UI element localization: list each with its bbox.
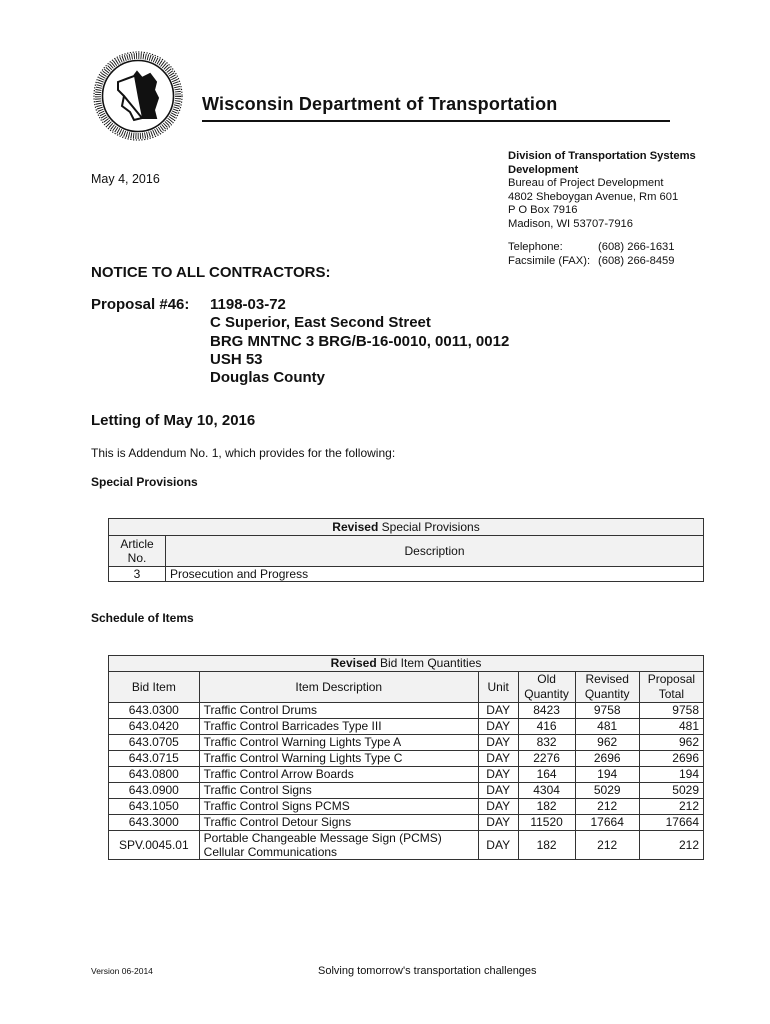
table-row xyxy=(109,735,704,751)
bid-item-cell: 643.0420 xyxy=(109,719,200,735)
wisdot-logo xyxy=(90,48,186,144)
item-description-cell: Portable Changeable Message Sign (PCMS) Cellular Communications xyxy=(199,831,478,860)
old-quantity-cell: 4304 xyxy=(518,783,575,799)
city-state-zip: Madison, WI 53707-7916 xyxy=(508,217,634,230)
revised-quantity-cell: 194 xyxy=(575,767,639,783)
item-description-cell: Traffic Control Signs PCMS xyxy=(199,799,478,815)
bid-item-cell: SPV.0045.01 xyxy=(109,831,200,860)
special-provisions-heading: Special Provisions xyxy=(91,475,198,489)
notice-heading: NOTICE TO ALL CONTRACTORS: xyxy=(91,264,331,281)
proposal-total-cell: 962 xyxy=(639,735,703,751)
sp-description-cell: Prosecution and Progress xyxy=(166,567,704,582)
agency-title: Wisconsin Department of Transportation xyxy=(202,94,558,114)
schedule-heading: Schedule of Items xyxy=(91,611,194,625)
item-description-cell: Traffic Control Warning Lights Type C xyxy=(199,751,478,767)
unit-cell: DAY xyxy=(478,751,518,767)
addendum-text: This is Addendum No. 1, which provides for the following: xyxy=(91,446,396,460)
proposal-county: Douglas County xyxy=(210,369,325,387)
proposal-project-id: 1198-03-72 xyxy=(210,296,286,313)
proposal-label: Proposal #46: xyxy=(91,296,190,313)
old-quantity-cell: 416 xyxy=(518,719,575,735)
proposal-location: C Superior, East Second Street xyxy=(210,314,431,332)
fax-label: Facsimile (FAX): xyxy=(508,254,591,267)
fax-row xyxy=(508,255,738,269)
proposal-total-cell: 2696 xyxy=(639,751,703,767)
special-provisions-table xyxy=(108,518,704,582)
unit-cell: DAY xyxy=(478,799,518,815)
unit-cell: DAY xyxy=(478,815,518,831)
col-item-description: Item Description xyxy=(199,672,478,703)
old-quantity-cell: 182 xyxy=(518,799,575,815)
old-quantity-cell: 164 xyxy=(518,767,575,783)
bid-item-cell: 643.0300 xyxy=(109,703,200,719)
old-quantity-cell: 8423 xyxy=(518,703,575,719)
item-description-cell: Traffic Control Barricades Type III xyxy=(199,719,478,735)
unit-cell: DAY xyxy=(478,735,518,751)
proposal-total-cell: 212 xyxy=(639,799,703,815)
table-row xyxy=(109,799,704,815)
footer-slogan: Solving tomorrow's transportation challenges xyxy=(318,965,537,977)
sp-table-title xyxy=(109,519,704,536)
notice-date: May 4, 2016 xyxy=(91,172,160,186)
item-description-cell: Traffic Control Detour Signs xyxy=(199,815,478,831)
item-description-cell: Traffic Control Warning Lights Type A xyxy=(199,735,478,751)
revised-quantity-cell: 9758 xyxy=(575,703,639,719)
telephone-row xyxy=(508,241,738,255)
division-name-line2: Development xyxy=(508,163,579,176)
revised-quantity-cell: 2696 xyxy=(575,751,639,767)
col-old-quantity: Old Quantity xyxy=(518,672,575,703)
bid-item-cell: 643.3000 xyxy=(109,815,200,831)
revised-quantity-cell: 962 xyxy=(575,735,639,751)
table-row xyxy=(109,719,704,735)
title-rule xyxy=(202,120,670,122)
bid-item-cell: 643.0900 xyxy=(109,783,200,799)
unit-cell: DAY xyxy=(478,719,518,735)
proposal-total-cell: 481 xyxy=(639,719,703,735)
old-quantity-cell: 11520 xyxy=(518,815,575,831)
bid-item-cell: 643.1050 xyxy=(109,799,200,815)
street-address: 4802 Sheboygan Avenue, Rm 601 xyxy=(508,190,679,203)
bureau-name: Bureau of Project Development xyxy=(508,177,664,189)
item-description-cell: Traffic Control Drums xyxy=(199,703,478,719)
items-table-title-revised: Revised xyxy=(330,656,377,670)
proposal-total-cell: 9758 xyxy=(639,703,703,719)
revised-quantity-cell: 212 xyxy=(575,831,639,860)
po-box: P O Box 7916 xyxy=(508,204,578,216)
table-row xyxy=(109,767,704,783)
revised-quantity-cell: 481 xyxy=(575,719,639,735)
old-quantity-cell: 832 xyxy=(518,735,575,751)
old-quantity-cell: 182 xyxy=(518,831,575,860)
items-table-title-rest: Bid Item Quantities xyxy=(376,656,482,670)
division-address-block xyxy=(508,150,738,268)
item-description-cell: Traffic Control Signs xyxy=(199,783,478,799)
proposal-total-cell: 212 xyxy=(639,831,703,860)
revised-quantity-cell: 5029 xyxy=(575,783,639,799)
unit-cell: DAY xyxy=(478,767,518,783)
table-row xyxy=(109,831,704,860)
telephone-number: (608) 266-1631 xyxy=(598,241,675,253)
table-row xyxy=(109,751,704,767)
col-bid-item: Bid Item xyxy=(109,672,200,703)
col-unit: Unit xyxy=(478,672,518,703)
unit-cell: DAY xyxy=(478,783,518,799)
old-quantity-cell: 2276 xyxy=(518,751,575,767)
proposal-total-cell: 194 xyxy=(639,767,703,783)
bid-item-cell: 643.0715 xyxy=(109,751,200,767)
sp-table-title-rest: Special Provisions xyxy=(378,520,480,534)
bid-items-body xyxy=(109,703,704,860)
sp-table-title-revised: Revised xyxy=(332,520,379,534)
bid-item-cell: 643.0800 xyxy=(109,767,200,783)
item-description-cell: Traffic Control Arrow Boards xyxy=(199,767,478,783)
proposal-total-cell: 17664 xyxy=(639,815,703,831)
revised-quantity-cell: 212 xyxy=(575,799,639,815)
col-proposal-total: Proposal Total xyxy=(639,672,703,703)
table-row xyxy=(109,567,704,582)
division-name-line1: Division of Transportation Systems xyxy=(508,150,696,162)
sp-article-cell: 3 xyxy=(109,567,166,582)
proposal-highway: USH 53 xyxy=(210,350,263,368)
proposal-total-cell: 5029 xyxy=(639,783,703,799)
table-row xyxy=(109,815,704,831)
table-row xyxy=(109,783,704,799)
revised-quantity-cell: 17664 xyxy=(575,815,639,831)
col-revised-quantity: Revised Quantity xyxy=(575,672,639,703)
letting-date: Letting of May 10, 2016 xyxy=(91,412,256,429)
fax-number: (608) 266-8459 xyxy=(598,254,675,267)
proposal-structures: BRG MNTNC 3 BRG/B-16-0010, 0011, 0012 xyxy=(210,332,510,350)
table-row xyxy=(109,703,704,719)
proposal-details xyxy=(210,296,509,387)
unit-cell: DAY xyxy=(478,703,518,719)
footer-version: Version 06-2014 xyxy=(91,966,153,976)
sp-col-description: Description xyxy=(166,536,704,567)
telephone-label: Telephone: xyxy=(508,241,563,253)
unit-cell: DAY xyxy=(478,831,518,860)
sp-col-article: Article No. xyxy=(109,536,166,567)
bid-item-cell: 643.0705 xyxy=(109,735,200,751)
bid-items-table xyxy=(108,655,704,860)
items-table-title xyxy=(109,656,704,672)
